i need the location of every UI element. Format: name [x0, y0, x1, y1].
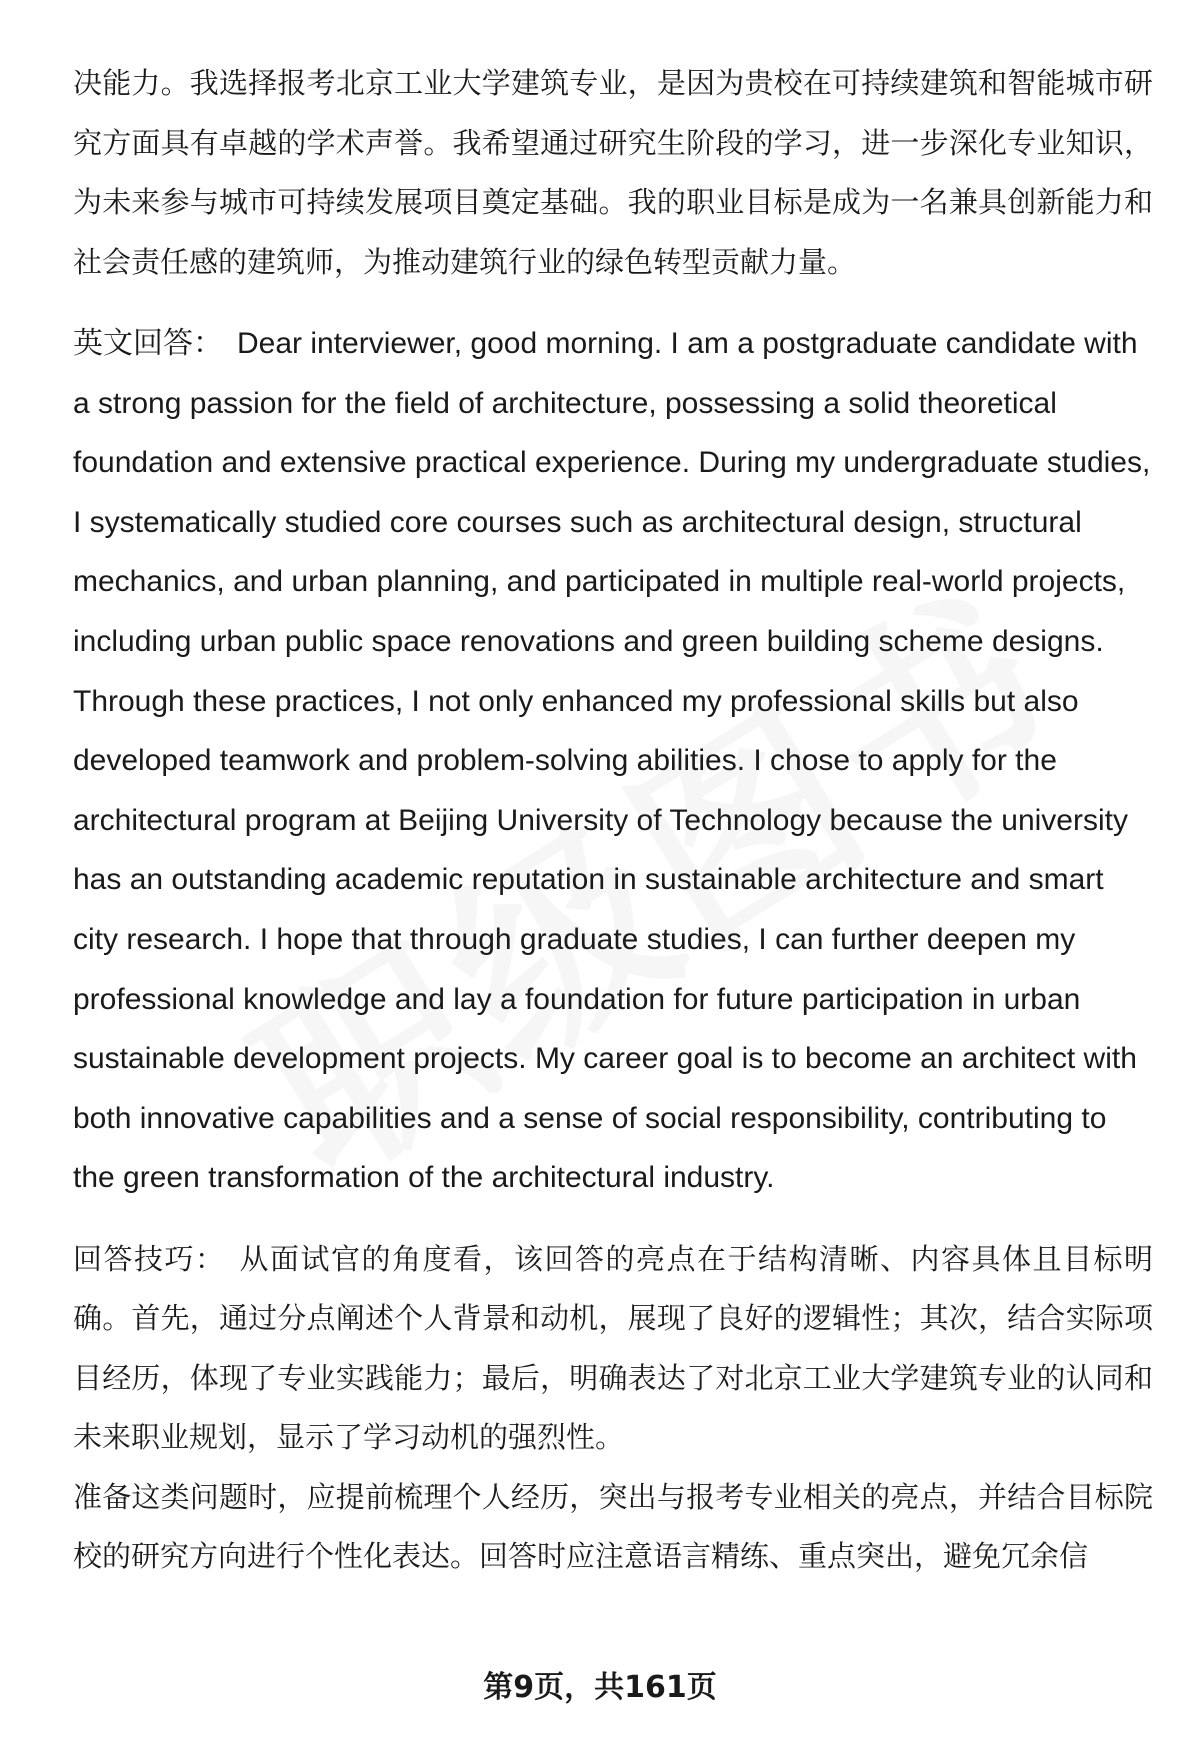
preparation-advice-paragraph: 准备这类问题时，应提前梳理个人经历，突出与报考专业相关的亮点，并结合目标院校的研究方向进行个性化表达。回答时应注意语言精练、重点突出，避免冗余信	[73, 1479, 1153, 1574]
english-answer-text: Dear interviewer, good morning. I am a postgraduate candidate with a strong passion for the field of architecture, possessing a solid theoretical foundation and extensive practical experience. During my undergraduate studies, I systematically studied core courses such as architectural design, structural mechanics, and urban planning, and participated in multiple real-world projects, including urban public space renovations and green building scheme designs. Through these practices, I not only enhanced my professional skills but also developed teamwork and problem-solving abilities. I chose to apply for the architectural program at Beijing University of Technology because the university has an outstanding academic reputation in sustainable architecture and smart city research. I hope that through graduate studies, I can further deepen my professional knowledge and lay a foundation for future participation in urban sustainable development projects. My career goal is to become an architect with both innovative capabilities and a sense of social responsibility, contributing to the green transformation of the architectural industry.	[73, 327, 1151, 1195]
answer-tips-text: 从面试官的角度看，该回答的亮点在于结构清晰、内容具体且目标明确。首先，通过分点阐述个人背景和动机，展现了良好的逻辑性；其次，结合实际项目经历，体现了专业实践能力；最后，明确表达了对北京工业大学建筑专业的认同和未来职业规划，显示了学习动机的强烈性。	[73, 1241, 1153, 1455]
document-body	[73, 54, 1153, 1587]
english-answer-paragraph	[73, 314, 1153, 1208]
paragraph-gap	[73, 1208, 1153, 1230]
english-answer-label: 英文回答：	[73, 327, 223, 360]
answer-tips-label: 回答技巧：	[73, 1241, 226, 1276]
paragraph-gap	[73, 292, 1153, 314]
paragraph-continuation: 决能力。我选择报考北京工业大学建筑专业，是因为贵校在可持续建筑和智能城市研究方面具有卓越的学术声誉。我希望通过研究生阶段的学习，进一步深化专业知识，为未来参与城市可持续发展项目奠定基础。我的职业目标是成为一名兼具创新能力和社会责任感的建筑师，为推动建筑行业的绿色转型贡献力量。	[73, 66, 1153, 279]
answer-tips-paragraph	[73, 1230, 1153, 1468]
page-indicator: 第9页，共161页	[483, 1670, 717, 1705]
